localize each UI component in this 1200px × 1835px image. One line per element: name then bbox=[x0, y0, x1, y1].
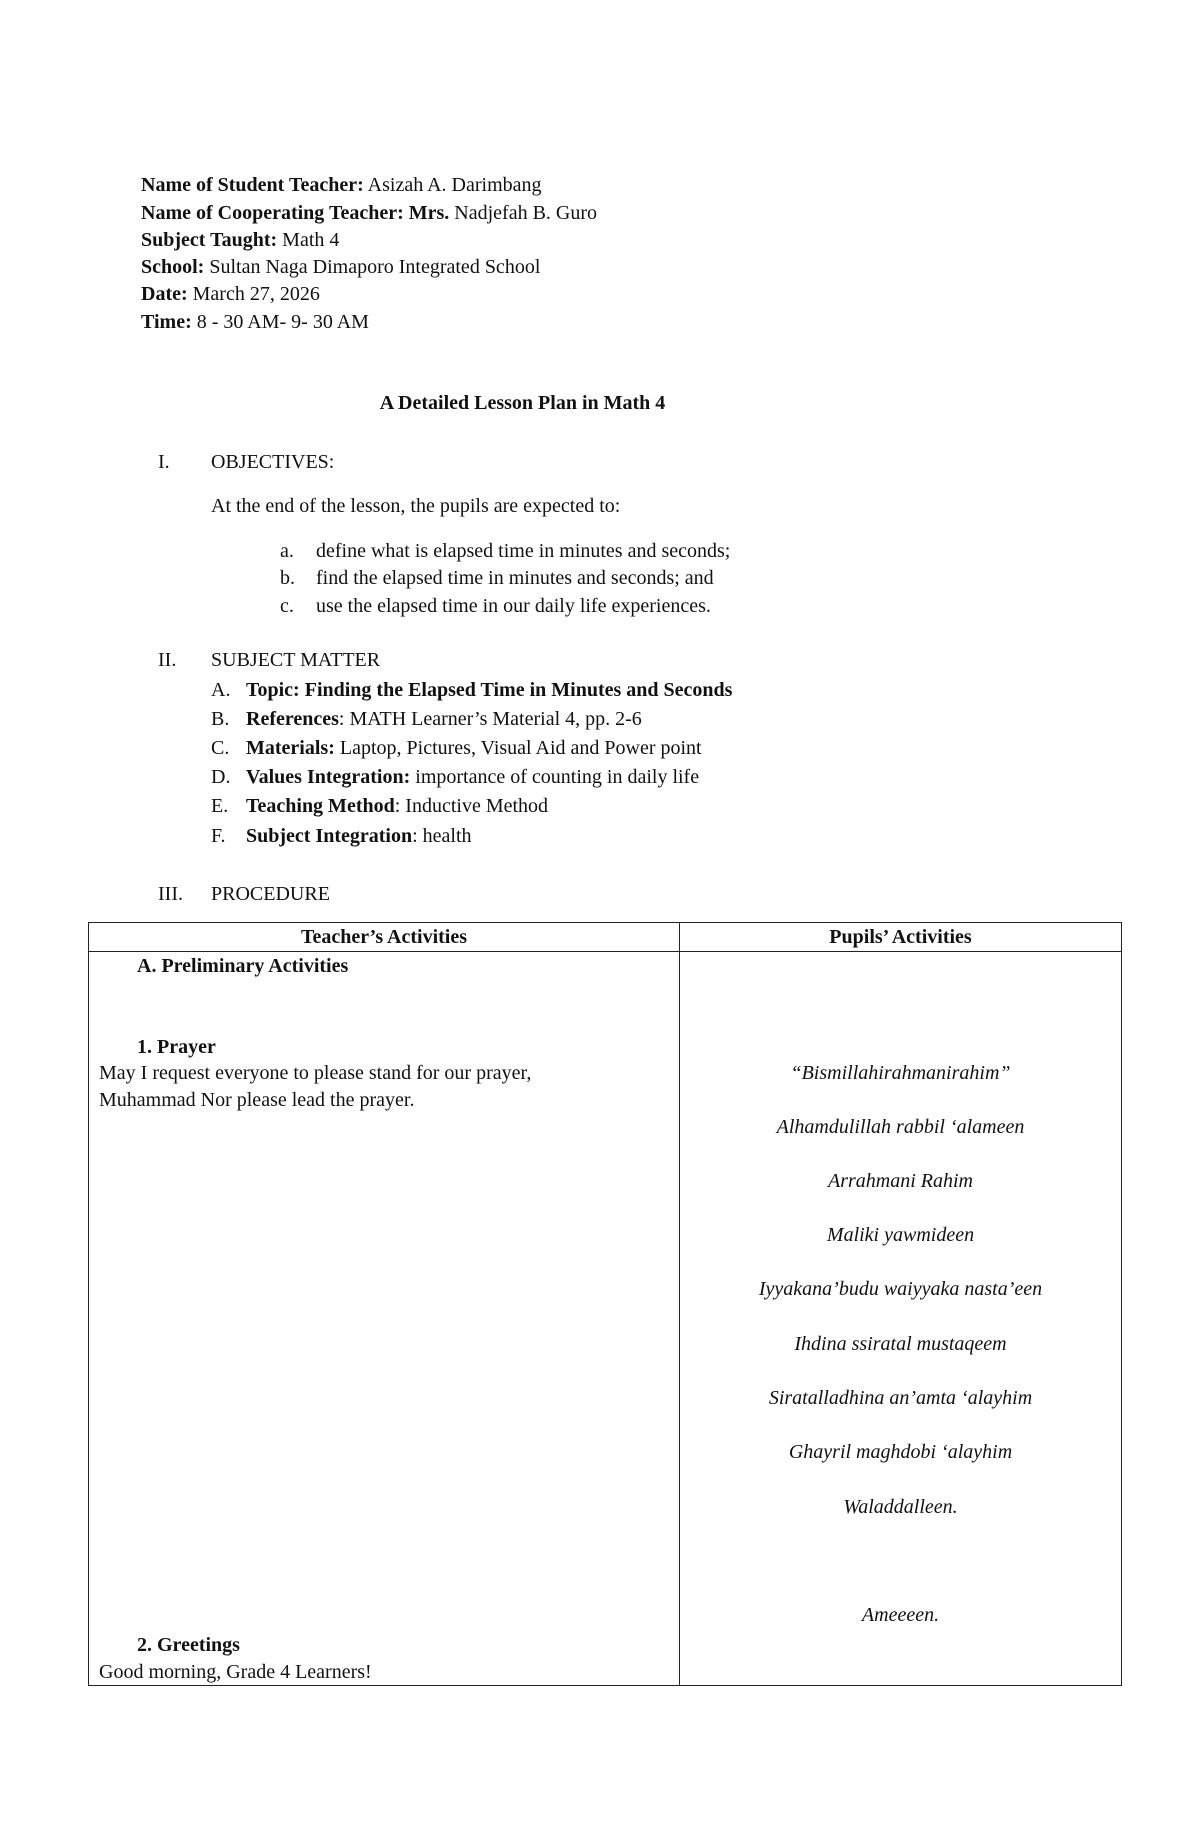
objectives-intro: At the end of the lesson, the pupils are expected to: bbox=[211, 495, 621, 517]
school-line bbox=[141, 257, 540, 277]
procedure-table-row bbox=[89, 952, 1122, 1686]
prayer-response-line: Ameeeen. bbox=[861, 1604, 940, 1626]
procedure-heading: PROCEDURE bbox=[211, 883, 330, 905]
subject-matter-numeral: II. bbox=[158, 649, 177, 671]
objective-item: define what is elapsed time in minutes and seconds; bbox=[316, 540, 731, 562]
objectives-numeral: I. bbox=[158, 451, 170, 473]
prayer-response-line: Ghayril maghdobi ‘alayhim bbox=[788, 1441, 1013, 1463]
subject-matter-item-label: Values Integration: bbox=[246, 766, 411, 788]
teacher-activities-cell bbox=[89, 952, 680, 1686]
prayer-heading: 1. Prayer bbox=[137, 1036, 216, 1058]
subject-matter-item-label: Teaching Method bbox=[246, 795, 395, 817]
objective-letter: a. bbox=[280, 540, 294, 562]
procedure-table-header-row bbox=[89, 923, 1122, 952]
subject-matter-item bbox=[246, 796, 548, 816]
subject-matter-letter: E. bbox=[211, 795, 229, 817]
subject-matter-letter: B. bbox=[211, 708, 230, 730]
procedure-numeral: III. bbox=[158, 883, 183, 905]
subject-matter-item-label: Materials: bbox=[246, 737, 335, 759]
prayer-response-line: Ihdina ssiratal mustaqeem bbox=[794, 1333, 1007, 1355]
subject-matter-letter: C. bbox=[211, 737, 230, 759]
procedure-table bbox=[88, 922, 1122, 1686]
cooperating-teacher-value: Nadjefah B. Guro bbox=[454, 202, 598, 224]
greetings-heading: 2. Greetings bbox=[137, 1634, 240, 1656]
student-teacher-value: Asizah A. Darimbang bbox=[367, 174, 542, 196]
objectives-heading: OBJECTIVES: bbox=[211, 451, 335, 473]
subject-matter-item bbox=[246, 680, 732, 700]
subject-matter-letter: A. bbox=[211, 679, 231, 701]
prayer-response-line: Iyyakana’budu waiyyaka nasta’een bbox=[758, 1278, 1043, 1300]
subject-matter-item-text: : Inductive Method bbox=[394, 795, 549, 817]
subject-matter-heading: SUBJECT MATTER bbox=[211, 649, 381, 671]
date-value: March 27, 2026 bbox=[192, 283, 320, 305]
subject-matter-item-label: Topic: Finding the Elapsed Time in Minutes and Seconds bbox=[246, 679, 733, 701]
subject-matter-item-label: References bbox=[246, 708, 339, 730]
subject-matter-letter: D. bbox=[211, 766, 231, 788]
date-label: Date: bbox=[141, 283, 188, 305]
school-label: School: bbox=[141, 256, 205, 278]
date-line bbox=[141, 284, 320, 304]
pupils-activities-cell bbox=[680, 952, 1122, 1686]
prayer-response-line: Maliki yawmideen bbox=[826, 1224, 975, 1246]
cooperating-teacher-line bbox=[141, 203, 597, 223]
school-value: Sultan Naga Dimaporo Integrated School bbox=[209, 256, 541, 278]
subject-matter-item-text: Laptop, Pictures, Visual Aid and Power point bbox=[334, 737, 702, 759]
prayer-response-line: Siratalladhina an’amta ‘alayhim bbox=[768, 1387, 1033, 1409]
teacher-activities-header: Teacher’s Activities bbox=[89, 923, 680, 952]
subject-matter-item-label: Subject Integration bbox=[246, 825, 413, 847]
preliminary-activities-heading: A. Preliminary Activities bbox=[137, 955, 349, 977]
subject-matter-item-text: : MATH Learner’s Material 4, pp. 2-6 bbox=[338, 708, 642, 730]
subject-line bbox=[141, 230, 339, 250]
time-value: 8 - 30 AM- 9- 30 AM bbox=[196, 311, 369, 333]
objective-item: use the elapsed time in our daily life experiences. bbox=[316, 595, 711, 617]
time-line bbox=[141, 312, 369, 332]
objective-letter: b. bbox=[280, 567, 295, 589]
subject-matter-item-text: importance of counting in daily life bbox=[410, 766, 700, 788]
cooperating-teacher-label: Name of Cooperating Teacher: Mrs. bbox=[141, 202, 450, 224]
subject-label: Subject Taught: bbox=[141, 229, 278, 251]
document-title: A Detailed Lesson Plan in Math 4 bbox=[379, 392, 666, 414]
pupils-activities-header: Pupils’ Activities bbox=[680, 923, 1122, 952]
subject-matter-letter: F. bbox=[211, 825, 226, 847]
student-teacher-label: Name of Student Teacher: bbox=[141, 174, 364, 196]
subject-value: Math 4 bbox=[282, 229, 340, 251]
prayer-response-line: Waladdalleen. bbox=[843, 1496, 958, 1518]
prayer-response-line: Arrahmani Rahim bbox=[828, 1170, 973, 1192]
greetings-line: Good morning, Grade 4 Learners! bbox=[99, 1661, 372, 1683]
subject-matter-item bbox=[246, 738, 702, 758]
subject-matter-item bbox=[246, 709, 642, 729]
time-label: Time: bbox=[141, 311, 192, 333]
subject-matter-item bbox=[246, 767, 699, 787]
subject-matter-item-text: : health bbox=[412, 825, 472, 847]
student-teacher-line bbox=[141, 175, 542, 195]
prayer-instruction: May I request everyone to please stand for our prayer, bbox=[99, 1062, 532, 1084]
prayer-response-line: “Bismillahirahmanirahim” bbox=[790, 1062, 1011, 1084]
prayer-response-line: Alhamdulillah rabbil ‘alameen bbox=[776, 1116, 1025, 1138]
prayer-instruction: Muhammad Nor please lead the prayer. bbox=[99, 1089, 415, 1111]
objective-letter: c. bbox=[280, 595, 294, 617]
subject-matter-item bbox=[246, 826, 472, 846]
objective-item: find the elapsed time in minutes and seconds; and bbox=[316, 567, 714, 589]
